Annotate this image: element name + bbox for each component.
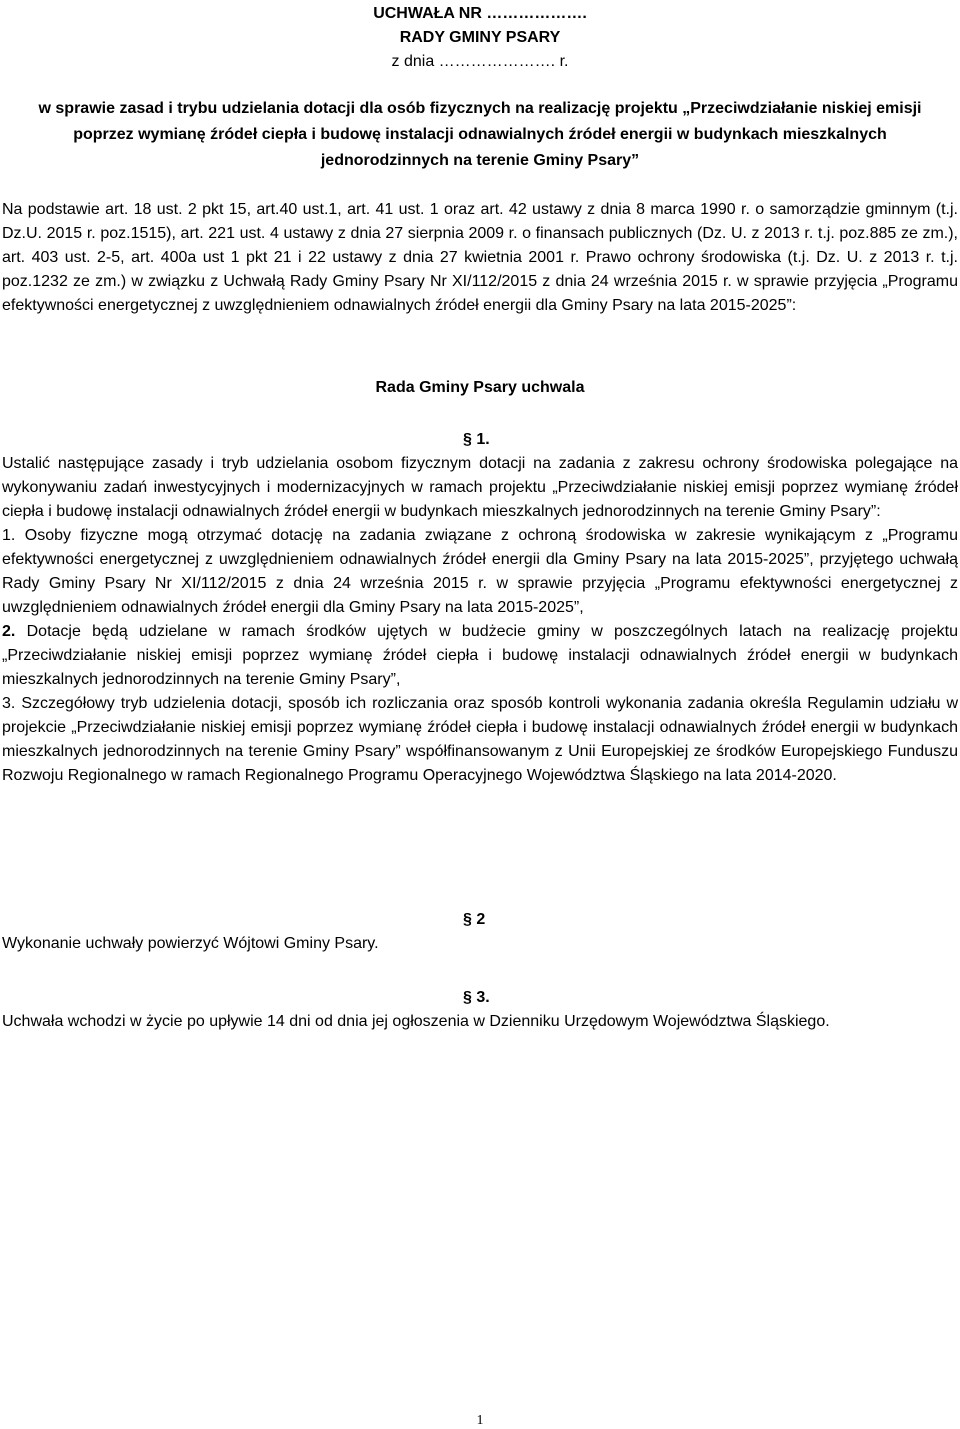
council-name: RADY GMINY PSARY (399, 29, 561, 46)
council-resolves-line: Rada Gminy Psary uchwala (375, 379, 585, 396)
paragraph-2-mark: § 2 (463, 911, 486, 928)
item-number: 1. (2, 527, 16, 544)
resolution-date: z dnia …………………. r. (391, 53, 569, 70)
page-number: 1 (476, 1413, 484, 1428)
paragraph-2-body: Wykonanie uchwały powierzyć Wójtowi Gminy Psary. (2, 935, 379, 952)
resolution-number: UCHWAŁA NR ………………. (373, 5, 587, 22)
item-text: Szczegółowy tryb udzielenia dotacji, sposób ich rozliczania oraz sposób kontroli wykonania zadania określa Regulamin udziału w projekcie „Przeciwdziałanie niskiej emisji poprzez wymianę źródeł ciepła i budowę instalacji odnawialnych źródeł energii w budynkach mieszkalnych jednorodzinnych na terenie Gminy Psary” współfinansowanym z Unii Europejskiej ze środków Europejskiego Funduszu Rozwoju Regionalnego w ramach Regionalnego Programu Operacyjnego Województwa Śląskiego na lata 2014-2020. (2, 695, 958, 784)
resolution-subject: w sprawie zasad i trybu udzielania dotacji dla osób fizycznych na realizację projektu „Przeciwdziałanie niskiej emisji poprzez wymianę źródeł ciepła i budowę instalacji odnawialnych źródeł energii w budynkach mieszkalnych jednorodzinnych na terenie Gminy Psary” (38, 100, 922, 169)
paragraph-1-item-3 (2, 692, 958, 788)
paragraph-1-item-1 (2, 524, 958, 620)
resolution-header (0, 2, 960, 74)
paragraph-3-mark: § 3. (463, 989, 490, 1006)
item-text: Osoby fizyczne mogą otrzymać dotację na zadania związane z ochroną środowiska w zakresie wynikającym z „Programu efektywności energetycznej z uwzględnieniem odnawialnych źródeł energii dla Gminy Psary na lata 2015-2025”, przyjętego uchwałą Rady Gminy Psary Nr XI/112/2015 z dnia 24 września 2015 r. w sprawie przyjęcia „Programu efektywności energetycznej z uwzględnieniem odnawialnych źródeł energii dla Gminy Psary na lata 2015-2025”, (2, 527, 959, 616)
paragraph-1-intro: Ustalić następujące zasady i tryb udzielania osobom fizycznym dotacji na zadania z zakresu ochrony środowiska polegające na wykonywaniu zadań inwestycyjnych i modernizacyjnych w ramach projektu „Przeciwdziałanie niskiej emisji poprzez wymianę źródeł ciepła i budowę instalacji odnawialnych źródeł energii w budynkach mieszkalnych jednorodzinnych na terenie Gminy Psary”: (2, 455, 958, 520)
paragraph-1-mark: § 1. (463, 431, 490, 448)
item-text: Dotacje będą udzielane w ramach środków ujętych w budżecie gminy w poszczególnych latach na realizację projektu „Przeciwdziałanie niskiej emisji poprzez wymianę źródeł ciepła i budowę instalacji odnawialnych źródeł energii w budynkach mieszkalnych jednorodzinnych na terenie Gminy Psary”, (2, 623, 958, 688)
item-number: 2. (2, 623, 16, 640)
paragraph-3-body: Uchwała wchodzi w życie po upływie 14 dni od dnia jej ogłoszenia w Dzienniku Urzędowym Województwa Śląskiego. (2, 1013, 830, 1030)
paragraph-1-body (2, 452, 958, 788)
paragraph-1-item-2 (2, 620, 958, 692)
item-number: 3. (2, 695, 16, 712)
legal-basis-preamble: Na podstawie art. 18 ust. 2 pkt 15, art.40 ust.1, art. 41 ust. 1 oraz art. 42 ustawy z dnia 8 marca 1990 r. o samorządzie gminnym (t.j. Dz.U. 2015 r. poz.1515), art. 221 ust. 4 ustawy z dnia 27 sierpnia 2009 r. o finansach publicznych (Dz. U. z 2013 r. t.j. poz.885 ze zm.), art. 403 ust. 2-5, art. 400a ust 1 pkt 21 i 22 ustawy z dnia 27 kwietnia 2001 r. Prawo ochrony środowiska (t.j. Dz. U. z 2013 r. t.j. poz.1232 ze zm.) w związku z Uchwałą Rady Gminy Psary Nr XI/112/2015 z dnia 24 września 2015 r. w sprawie przyjęcia „Programu efektywności energetycznej z uwzględnieniem odnawialnych źródeł energii dla Gminy Psary na lata 2015-2025”: (2, 201, 958, 314)
